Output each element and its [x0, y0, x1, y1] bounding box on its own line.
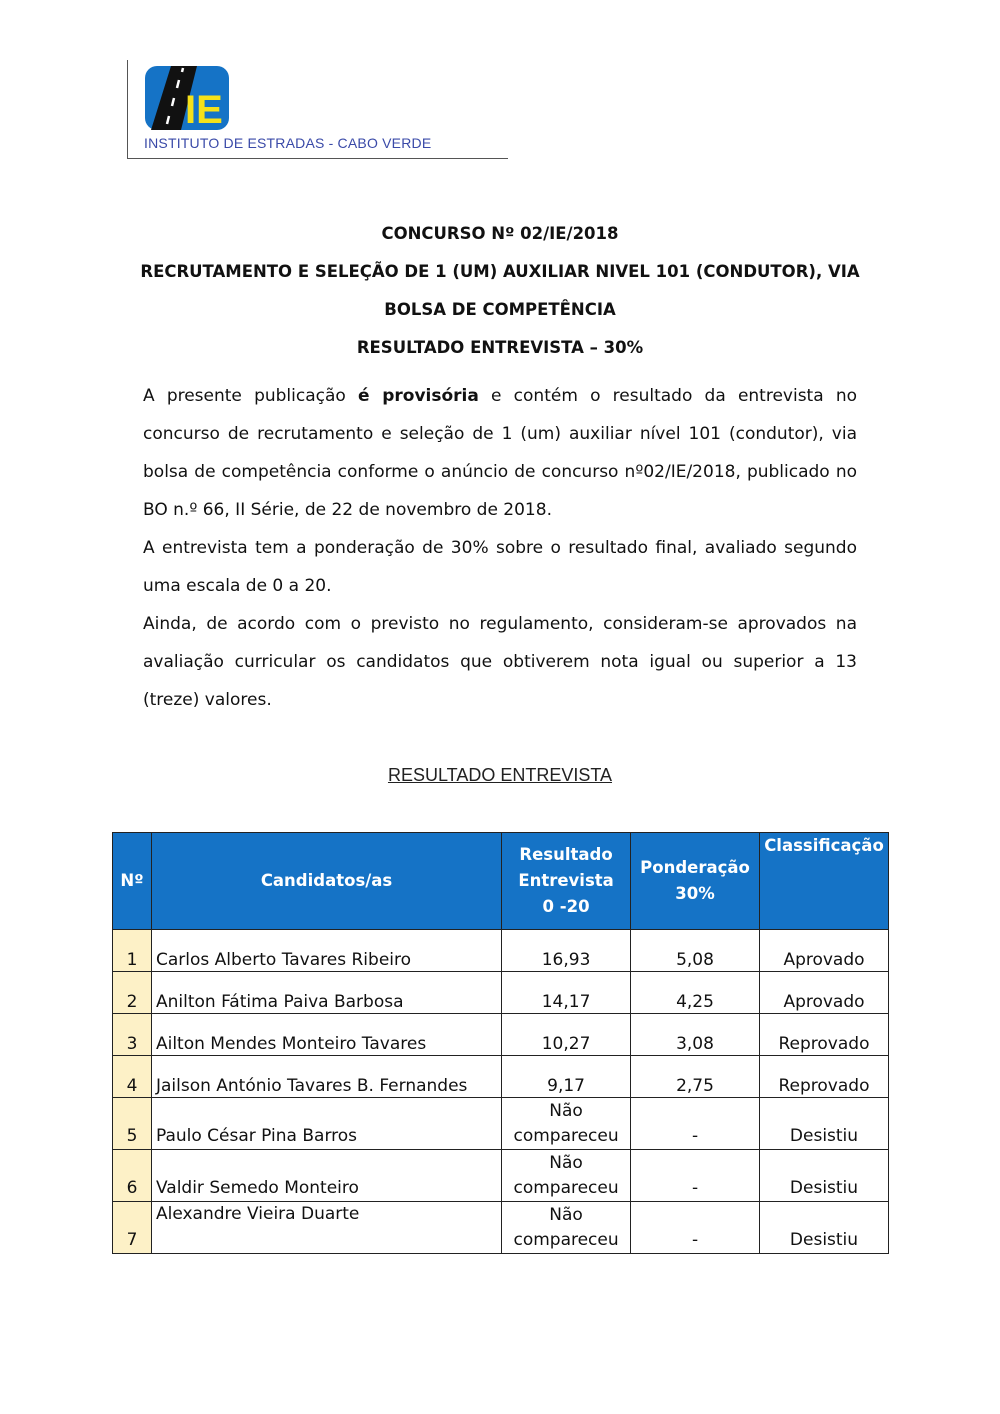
table-row — [113, 1202, 889, 1254]
row-num: 7 — [113, 1202, 152, 1254]
row-num: 1 — [113, 930, 152, 972]
row-name: Valdir Semedo Monteiro — [151, 1150, 501, 1202]
row-name: Ailton Mendes Monteiro Tavares — [151, 1014, 501, 1056]
header-weight — [631, 833, 760, 930]
row-class: Reprovado — [759, 1014, 888, 1056]
body-text — [143, 377, 857, 719]
row-class: Aprovado — [759, 972, 888, 1014]
row-weight: 3,08 — [631, 1014, 760, 1056]
row-class: Desistiu — [759, 1202, 888, 1254]
table-row — [113, 972, 889, 1014]
section-title: RESULTADO ENTREVISTA — [387, 765, 613, 785]
row-num: 6 — [113, 1150, 152, 1202]
paragraph-3: Ainda, de acordo com o previsto no regulamento, consideram-se aprovados na avaliação curricular os candidatos que obtiverem nota igual ou superior a 13 (treze) valores. — [143, 614, 857, 710]
result-heading: RESULTADO ENTREVISTA – 30% — [356, 338, 644, 357]
logo-text: IE — [185, 88, 223, 130]
row-weight: 4,25 — [631, 972, 760, 1014]
contest-subtitle-line1: RECRUTAMENTO E SELEÇÃO DE 1 (UM) AUXILIAR NIVEL 101 (CONDUTOR), VIA — [140, 262, 860, 281]
table-row — [113, 1056, 889, 1098]
row-result: 10,27 — [502, 1014, 631, 1056]
header-result-l3: 0 -20 — [542, 897, 590, 916]
institute-caption: INSTITUTO DE ESTRADAS - CABO VERDE — [144, 135, 432, 151]
row-result: Não compareceu — [502, 1098, 631, 1150]
row-result: Não compareceu — [502, 1202, 631, 1254]
contest-subtitle-line2: BOLSA DE COMPETÊNCIA — [384, 300, 616, 319]
row-num: 3 — [113, 1014, 152, 1056]
row-name: Alexandre Vieira Duarte — [151, 1202, 501, 1254]
row-result: 9,17 — [502, 1056, 631, 1098]
row-weight: 5,08 — [631, 930, 760, 972]
row-name: Paulo César Pina Barros — [151, 1098, 501, 1150]
row-weight: - — [631, 1202, 760, 1254]
row-weight: 2,75 — [631, 1056, 760, 1098]
row-name: Carlos Alberto Tavares Ribeiro — [151, 930, 501, 972]
p1-text-start: A presente publicação — [143, 386, 358, 406]
row-result: 14,17 — [502, 972, 631, 1014]
table-row — [113, 1098, 889, 1150]
row-result: Não compareceu — [502, 1150, 631, 1202]
paragraph-2: A entrevista tem a ponderação de 30% sobre o resultado final, avaliado segundo uma escala de 0 a 20. — [143, 538, 857, 596]
table-row — [113, 1150, 889, 1202]
p1-text-end: e contém o resultado da entrevista no concurso de recrutamento e seleção de 1 (um) auxiliar nível 101 (condutor), via bolsa de competência conforme o anúncio de concurso nº02/IE/2018, publicado no BO n.º 66, II Série, de 22 de novembro de 2018. — [143, 386, 857, 520]
row-class: Desistiu — [759, 1098, 888, 1150]
p1-bold-text: é provisória — [358, 386, 479, 406]
institute-logo — [145, 66, 229, 130]
row-result: 16,93 — [502, 930, 631, 972]
results-table — [112, 832, 889, 1254]
header-num: Nº — [113, 833, 152, 930]
row-class: Reprovado — [759, 1056, 888, 1098]
row-weight: - — [631, 1150, 760, 1202]
row-class: Desistiu — [759, 1150, 888, 1202]
header-classification: Classificação — [759, 833, 888, 930]
header-weight-l2: 30% — [675, 884, 715, 903]
header-result — [502, 833, 631, 930]
row-name: Anilton Fátima Paiva Barbosa — [151, 972, 501, 1014]
row-num: 5 — [113, 1098, 152, 1150]
header-result-l2: Entrevista — [518, 871, 614, 890]
row-class: Aprovado — [759, 930, 888, 972]
header-weight-l1: Ponderação — [640, 858, 750, 877]
row-weight: - — [631, 1098, 760, 1150]
paragraph-1 — [143, 377, 857, 529]
row-num: 2 — [113, 972, 152, 1014]
contest-title: CONCURSO Nº 02/IE/2018 — [381, 224, 619, 243]
row-name: Jailson António Tavares B. Fernandes — [151, 1056, 501, 1098]
table-header-row — [113, 833, 889, 930]
header-result-l1: Resultado — [519, 845, 613, 864]
header-candidates: Candidatos/as — [151, 833, 501, 930]
table-row — [113, 1014, 889, 1056]
row-num: 4 — [113, 1056, 152, 1098]
table-row — [113, 930, 889, 972]
